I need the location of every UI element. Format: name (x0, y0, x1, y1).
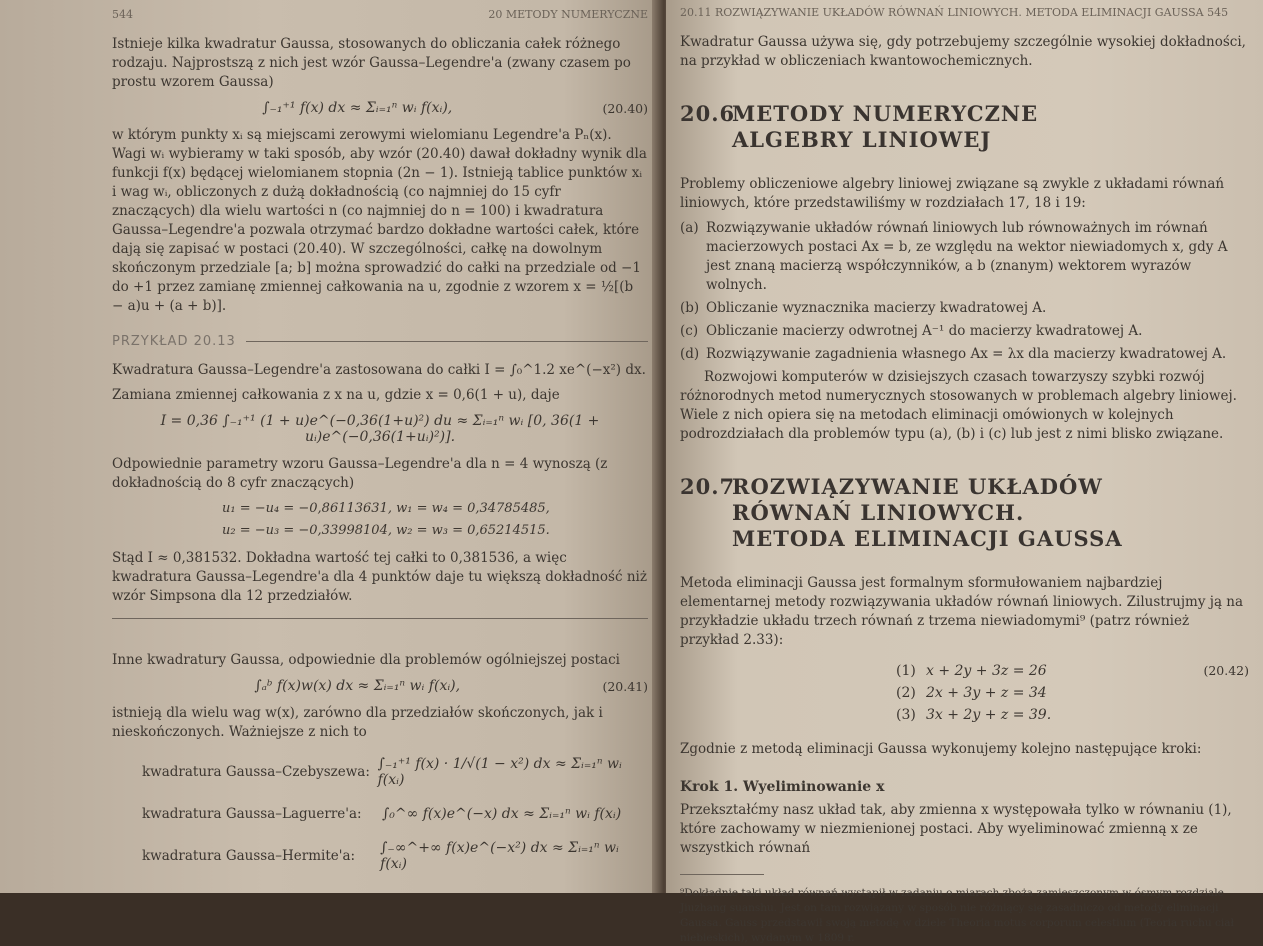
list-item (680, 219, 1249, 295)
step-1-paragraph: Przekształćmy nasz układ tak, aby zmienna x występowała tylko w równaniu (1), które zachowamy w niezmienionej postaci. Aby wyeliminować zmienną x ze wszystkich równań (680, 802, 1232, 856)
section-title-line: METODA ELIMINACJI GAUSSA (732, 526, 1123, 551)
chapter-title: 20 METODY NUMERYCZNE (488, 8, 648, 21)
quadrature-formula: ∫₋₁⁺¹ f(x) · 1/√(1 − x²) dx ≈ Σᵢ₌₁ⁿ wᵢ f(xᵢ) (377, 756, 622, 788)
right-page (666, 0, 1263, 944)
gauss-usage-paragraph: Kwadratur Gaussa używa się, gdy potrzebujemy szczególnie wysokiej dokładności, na przykład w obliczeniach kwantowochemicznych. (680, 34, 1246, 69)
row-equation: 2x + 3y + z = 34 (926, 685, 1047, 701)
row-equation: x + 2y + 3z = 26 (926, 663, 1047, 679)
quadrature-row (142, 806, 648, 822)
example-end-rule (112, 618, 648, 619)
steps-intro: Zgodnie z metodą eliminacji Gaussa wykonujemy kolejno następujące kroki: (680, 741, 1202, 757)
example-paragraph-1: Kwadratura Gaussa–Legendre'a zastosowana do całki I = ∫₀^1.2 xe^(−x²) dx. (112, 362, 646, 378)
left-page (0, 0, 662, 893)
quadrature-label: kwadratura Gaussa–Czebyszewa: (142, 764, 370, 780)
footnote: ⁹Dokładnie taki układ równań wystąpił w zadaniu o miarach zboża zamieszczonym w ósmym rozdziale Jiuzhang suanshu. Jest on tam rozwiązany w sposób nie różniący się zasadniczo od metody eliminacji Gaussa. Gauss przedstawił swoją metodę w dziele Theoria motus corporum celestium (Teoria ruchu ciał niebieskich), wydanym w 1809 r. (680, 886, 1234, 944)
equation-system (896, 660, 1249, 726)
example-paragraph-4: Stąd I ≈ 0,381532. Dokładna wartość tej całki to 0,381536, a więc kwadratura Gaussa–Legendre'a dla 4 punktów daje tu większą dokładność niż wzór Simpsona dla 12 przedziałów. (112, 550, 647, 604)
list-text: Rozwiązywanie układów równań liniowych lub równoważnych im równań macierzowych postaci Ax = b, ze względu na wektor niewiadomych x, gdy A jest znaną macierzą współczynników, a b (znanym) wektorem wyrazów wolnych. (706, 220, 1228, 293)
params-row-1: u₁ = −u₄ = −0,86113631, w₁ = w₄ = 0,34785485, (222, 501, 550, 516)
row-label: (2) (896, 685, 916, 701)
section-running-title: 20.11 ROZWIĄZYWANIE UKŁADÓW RÓWNAŃ LINIOWYCH. METODA ELIMINACJI GAUSSA 545 (680, 6, 1229, 19)
equation-20-40 (112, 100, 648, 116)
quadrature-row (142, 840, 648, 872)
section-20-7-title (680, 474, 1249, 552)
computers-paragraph: Rozwojowi komputerów w dzisiejszych czasach towarzyszy szybki rozwój różnorodnych metod numerycznych stosowanych w problemach algebry liniowej. Wiele z nich opiera się na metodach eliminacji omówionych w kolejnych podrozdziałach dla problemów typu (a), (b) i (c) lub jest z nimi blisko związane. (680, 369, 1237, 442)
example-title: PRZYKŁAD 20.13 (112, 334, 236, 349)
row-equation: 3x + 2y + z = 39. (926, 707, 1052, 723)
example-header (112, 334, 648, 349)
section-number: 20.6 (680, 101, 736, 126)
equation-number: (20.40) (602, 100, 648, 116)
section-20-6-title (680, 101, 1249, 153)
section-number: 20.7 (680, 474, 736, 499)
elimination-intro: Metoda eliminacji Gaussa jest formalnym sformułowaniem najbardziej elementarnej metody rozwiązywania układów równań liniowych. Zilustrujmy ją na przykładzie układu trzech równań z trzema niewiadomymi⁹ (patrz również przykład 2.33): (680, 575, 1244, 648)
step-1-heading: Krok 1. Wyeliminowanie x (680, 779, 885, 795)
right-running-head (680, 6, 1249, 19)
quadrature-label: kwadratura Gaussa–Laguerre'a: (142, 806, 362, 822)
list-item (680, 299, 1249, 318)
other-quadratures-paragraph: Inne kwadratury Gaussa, odpowiednie dla problemów ogólniejszej postaci (112, 652, 620, 668)
quadrature-formula: ∫₋∞^+∞ f(x)e^(−x²) dx ≈ Σᵢ₌₁ⁿ wᵢ f(xᵢ) (380, 840, 619, 872)
section-title-line: RÓWNAŃ LINIOWYCH. (732, 500, 1025, 525)
example-paragraph-3: Odpowiednie parametry wzoru Gaussa–Legendre'a dla n = 4 wynoszą (z dokładnością do 8 cyfr znaczących) (112, 456, 608, 491)
page-number: 544 (112, 8, 133, 21)
list-text: Rozwiązywanie zagadnienia własnego Ax = λx dla macierzy kwadratowej A. (706, 346, 1227, 362)
equation-body: ∫₋₁⁺¹ f(x) dx ≈ Σᵢ₌₁ⁿ wᵢ f(xᵢ), (262, 100, 453, 116)
equation-20-41 (112, 678, 648, 694)
system-row (896, 704, 1249, 726)
section-title-line: ALGEBRY LINIOWEJ (732, 127, 992, 152)
example-equation-body: I = 0,36 ∫₋₁⁺¹ (1 + u)e^(−0,36(1+u)²) du ≈ Σᵢ₌₁ⁿ wᵢ [0, 36(1 + uᵢ)e^(−0,36(1+uᵢ)²)]. (160, 413, 600, 445)
list-text: Obliczanie wyznacznika macierzy kwadratowej A. (706, 300, 1047, 316)
example-rule (246, 341, 648, 342)
equation-number: (20.42) (1203, 663, 1249, 678)
section-title-line: METODY NUMERYCZNE (732, 101, 1039, 126)
list-marker: (a) (680, 220, 699, 236)
system-row (896, 682, 1249, 704)
quadrature-row (142, 756, 648, 788)
left-running-head (112, 8, 648, 21)
params-row-2: u₂ = −u₃ = −0,33998104, w₂ = w₃ = 0,65214515. (222, 523, 550, 538)
equation-body: ∫ₐᵇ f(x)w(x) dx ≈ Σᵢ₌₁ⁿ wᵢ f(xᵢ), (254, 678, 461, 694)
list-marker: (c) (680, 323, 699, 339)
intro-paragraph: Istnieje kilka kwadratur Gaussa, stosowanych do obliczania całek różnego rodzaju. Najprostszą z nich jest wzór Gaussa–Legendre'a (zwany czasem po prostu wzorem Gaussa) (112, 36, 631, 90)
list-item (680, 345, 1249, 364)
list-marker: (d) (680, 346, 700, 362)
linear-algebra-intro: Problemy obliczeniowe algebry liniowej związane są zwykle z układami równań liniowych, które przedstawiliśmy w rozdziałach 17, 18 i 19: (680, 176, 1225, 211)
footnote-rule (680, 874, 764, 875)
equation-number: (20.41) (602, 678, 648, 694)
list-text: Obliczanie macierzy odwrotnej A⁻¹ do macierzy kwadratowej A. (706, 323, 1143, 339)
row-label: (1) (896, 663, 916, 679)
weights-paragraph: istnieją dla wielu wag w(x), zarówno dla przedziałów skończonych, jak i nieskończonych. Ważniejsze z nich to (112, 705, 603, 740)
list-marker: (b) (680, 300, 700, 316)
list-item (680, 322, 1249, 341)
legendre-paragraph: w którym punkty xᵢ są miejscami zerowymi wielomianu Legendre'a Pₙ(x). Wagi wᵢ wybieramy w taki sposób, aby wzór (20.40) dawał dokładny wynik dla funkcji f(x) będącej wielomianem stopnia (2n − 1). Istnieją tablice punktów xᵢ i wag wᵢ, obliczonych z dużą dokładnością (co najmniej do 15 cyfr znaczących) dla wielu wartości n (co najmniej do n = 100) i kwadratura Gaussa–Legendre'a pozwala otrzymać bardzo dokładne wartości całek, które dają się zapisać w postaci (20.40). W szczególności, całkę na dowolnym skończonym przedziale [a; b] można sprowadzić do całki na przedziale od −1 do +1 przez zamianę zmiennej całkowania na u, zgodnie z wzorem x = ½[(b − a)u + (a + b)]. (112, 127, 647, 314)
quadrature-formula: ∫₀^∞ f(x)e^(−x) dx ≈ Σᵢ₌₁ⁿ wᵢ f(xᵢ) (382, 806, 622, 822)
quadrature-label: kwadratura Gaussa–Hermite'a: (142, 848, 356, 864)
example-paragraph-2: Zamiana zmiennej całkowania z x na u, gdzie x = 0,6(1 + u), daje (112, 387, 560, 403)
example-equation (112, 413, 648, 445)
row-label: (3) (896, 707, 916, 723)
section-title-line: ROZWIĄZYWANIE UKŁADÓW (732, 474, 1103, 499)
system-row (896, 660, 1249, 682)
